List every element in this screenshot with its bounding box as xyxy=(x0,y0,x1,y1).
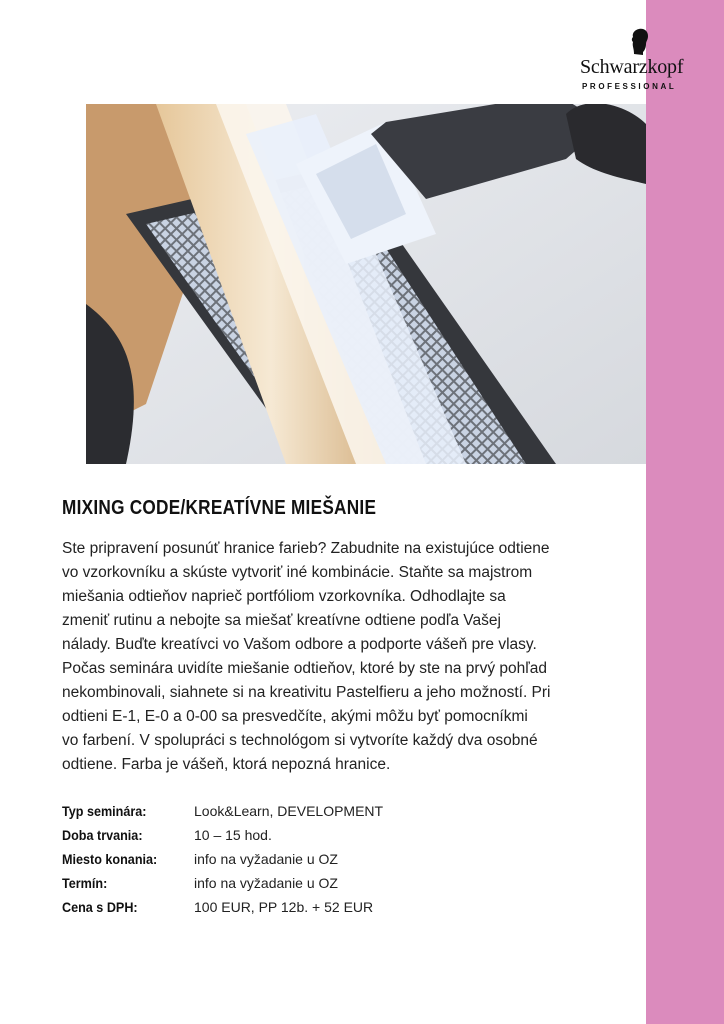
brand-logo xyxy=(572,28,706,98)
body-line: Počas seminára uvidíte miešanie odtieňov, ktoré by ste na prvý pohľad xyxy=(62,660,547,677)
detail-row-duration xyxy=(62,823,383,847)
body-line: nálady. Buďte kreatívci vo Vašom odbore a podporte vášeň pre vlasy. xyxy=(62,636,537,653)
body-line: zmeniť rutinu a nebojte sa miešať kreatívne odtiene podľa Vašej xyxy=(62,612,501,629)
hair-coloring-photo xyxy=(86,104,646,464)
body-line: odtiene. Farba je vášeň, ktorá nepozná hranice. xyxy=(62,756,391,773)
detail-value: Look&Learn, DEVELOPMENT xyxy=(194,803,384,819)
detail-row-date xyxy=(62,871,383,895)
detail-label: Typ seminára: xyxy=(62,803,147,819)
profile-head-icon xyxy=(628,28,650,56)
body-line: vo vzorkovníku a skúste vytvoriť iné kombinácie. Staňte sa majstrom xyxy=(62,564,533,581)
article-body xyxy=(62,537,642,777)
article-title: MIXING CODE/KREATÍVNE MIEŠANIE xyxy=(62,497,377,519)
detail-label: Cena s DPH: xyxy=(62,899,138,915)
body-line: vo farbení. V spolupráci s technológom si vytvoríte každý dva osobné xyxy=(62,732,538,749)
seminar-details xyxy=(62,799,383,919)
detail-label: Miesto konania: xyxy=(62,851,158,867)
detail-row-price xyxy=(62,895,383,919)
detail-value: 100 EUR, PP 12b. + 52 EUR xyxy=(194,899,374,915)
detail-value: info na vyžadanie u OZ xyxy=(194,875,338,891)
detail-row-location xyxy=(62,847,383,871)
detail-label: Doba trvania: xyxy=(62,827,143,843)
body-line: odtieni E-1, E-0 a 0-00 sa presvedčíte, akými môžu byť pomocníkmi xyxy=(62,708,528,725)
brand-tagline: PROFESSIONAL xyxy=(582,82,677,91)
detail-value: info na vyžadanie u OZ xyxy=(194,851,338,867)
side-accent-band xyxy=(646,0,724,1024)
detail-label: Termín: xyxy=(62,875,108,891)
body-line: miešania odtieňov naprieč portfóliom vzorkovníka. Odhodlajte sa xyxy=(62,588,506,605)
detail-row-type xyxy=(62,799,383,823)
body-line: Ste pripravení posunúť hranice farieb? Zabudnite na existujúce odtiene xyxy=(62,540,550,557)
body-line: nekombinovali, siahnete si na kreativitu Pastelfieru a jeho možností. Pri xyxy=(62,684,551,701)
detail-value: 10 – 15 hod. xyxy=(194,827,272,843)
brand-name: Schwarzkopf xyxy=(580,56,684,78)
